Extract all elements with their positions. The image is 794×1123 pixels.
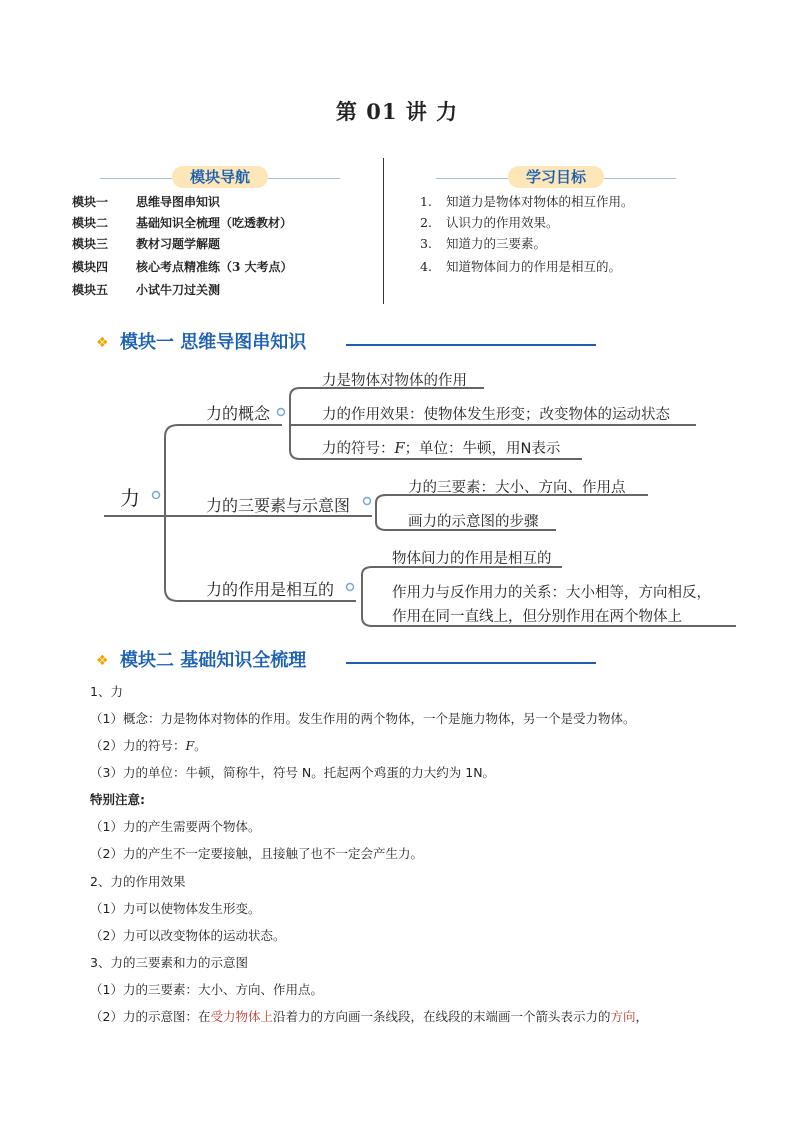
leaf-text: 画力的示意图的步骤 [408, 514, 539, 530]
goal-text: 知道力是物体对物体的相互作用。 [446, 194, 634, 209]
module2-heading [96, 648, 596, 674]
nav-item-key: 模块四 [72, 260, 109, 274]
nav-item-5[interactable] [72, 281, 220, 299]
diamond-arrow-icon: ❖ [96, 335, 109, 351]
goal-item-2 [420, 214, 559, 232]
heading-rule [346, 662, 596, 664]
diamond-arrow-icon: ❖ [96, 653, 109, 669]
goal-number: 4. [420, 259, 432, 274]
goal-text: 知道力的三要素。 [446, 236, 547, 251]
divider [268, 178, 340, 179]
nav-item-label: 基础知识全梳理（吃透教材） [136, 216, 293, 230]
heading-rule [346, 344, 596, 346]
branch-concept: 力的概念 [206, 404, 271, 423]
text: 沿着力的方向画一条线段，在线段的末端画一个箭头表示力的 [272, 1009, 611, 1024]
nav-item-label: 核心考点精准练（3 大考点） [136, 260, 293, 274]
section-heading: 1、力 [90, 684, 123, 699]
paragraph: （3）力的单位：牛顿，简称牛，符号 N。托起两个鸡蛋的力大约为 1N。 [90, 765, 496, 780]
mind-map-root: 力 [120, 486, 140, 510]
force-symbol: F [185, 738, 195, 753]
nav-item-label: 教材习题学解题 [136, 237, 221, 251]
leaf-text: 力的作用效果：使物体发生形变；改变物体的运动状态 [322, 407, 670, 423]
nav-heading-text: 模块导航 [189, 168, 250, 186]
paragraph: （1）力的产生需要两个物体。 [90, 819, 261, 834]
note-heading: 特别注意: [90, 792, 145, 807]
leaf-text: 物体间力的作用是相互的 [392, 551, 552, 567]
goals-heading-text: 学习目标 [525, 168, 586, 186]
force-symbol: F [394, 441, 405, 457]
goal-item-3 [420, 235, 546, 253]
goal-item-1 [420, 193, 634, 211]
goals-heading [436, 166, 676, 190]
leaf-text: 作用力与反作用力的关系：大小相等，方向相反， [392, 585, 711, 601]
paragraph [90, 737, 207, 755]
goal-number: 2. [420, 215, 432, 230]
text: ， [635, 1009, 649, 1024]
module1-heading [96, 330, 596, 356]
goal-number: 1. [420, 194, 432, 209]
nav-item-2[interactable] [72, 214, 292, 232]
section-heading: 3、力的三要素和力的示意图 [90, 955, 248, 970]
divider [604, 178, 676, 179]
leaf-text: 作用在同一直线上，但分别作用在两个物体上 [392, 609, 682, 625]
column-divider [383, 158, 384, 304]
paragraph [90, 1008, 648, 1026]
goal-item-4 [420, 258, 621, 276]
divider [436, 178, 508, 179]
leaf-text: 力是物体对物体的作用 [322, 373, 467, 389]
branch-mutual: 力的作用是相互的 [206, 580, 335, 599]
divider [100, 178, 172, 179]
text: （2）力的符号： [90, 738, 186, 753]
module1-heading-text: 模块一 思维导图串知识 [120, 332, 307, 353]
paragraph: （1）力的三要素：大小、方向、作用点。 [90, 982, 323, 997]
page-title: 第 01 讲 力 [335, 99, 459, 124]
nav-item-4[interactable] [72, 258, 293, 276]
highlight-text: 受力物体上 [210, 1009, 273, 1024]
section-heading: 2、力的作用效果 [90, 874, 186, 889]
highlight-text: 方向 [610, 1009, 636, 1024]
goal-text: 认识力的作用效果。 [446, 215, 559, 230]
nav-item-key: 模块一 [72, 195, 109, 209]
paragraph: （2）力的产生不一定要接触，且接触了也不一定会产生力。 [90, 846, 423, 861]
nav-item-label: 小试牛刀过关测 [136, 283, 221, 297]
module2-heading-text: 模块二 基础知识全梳理 [120, 650, 307, 671]
leaf-text: 力的符号： [322, 441, 395, 457]
nav-item-key: 模块五 [72, 283, 109, 297]
text: （2）力的示意图：在 [90, 1009, 211, 1024]
nav-heading [100, 166, 340, 190]
paragraph: （2）力可以改变物体的运动状态。 [90, 928, 286, 943]
goal-text: 知道物体间力的作用是相互的。 [446, 259, 622, 274]
text: 。 [194, 738, 207, 753]
nav-item-3[interactable] [72, 235, 220, 253]
goal-number: 3. [420, 236, 432, 251]
leaf-text: ；单位：牛顿，用N表示 [404, 441, 561, 457]
leaf-text: 力的三要素：大小、方向、作用点 [408, 480, 626, 496]
nav-item-1[interactable] [72, 193, 220, 211]
paragraph: （1）概念：力是物体对物体的作用。发生作用的两个物体，一个是施力物体，另一个是受力物体。 [90, 711, 636, 726]
branch-three-elements: 力的三要素与示意图 [206, 496, 351, 515]
nav-item-key: 模块二 [72, 216, 109, 230]
leaf-symbol [322, 437, 560, 458]
nav-item-label: 思维导图串知识 [136, 195, 221, 209]
paragraph: （1）力可以使物体发生形变。 [90, 901, 261, 916]
nav-item-key: 模块三 [72, 237, 109, 251]
